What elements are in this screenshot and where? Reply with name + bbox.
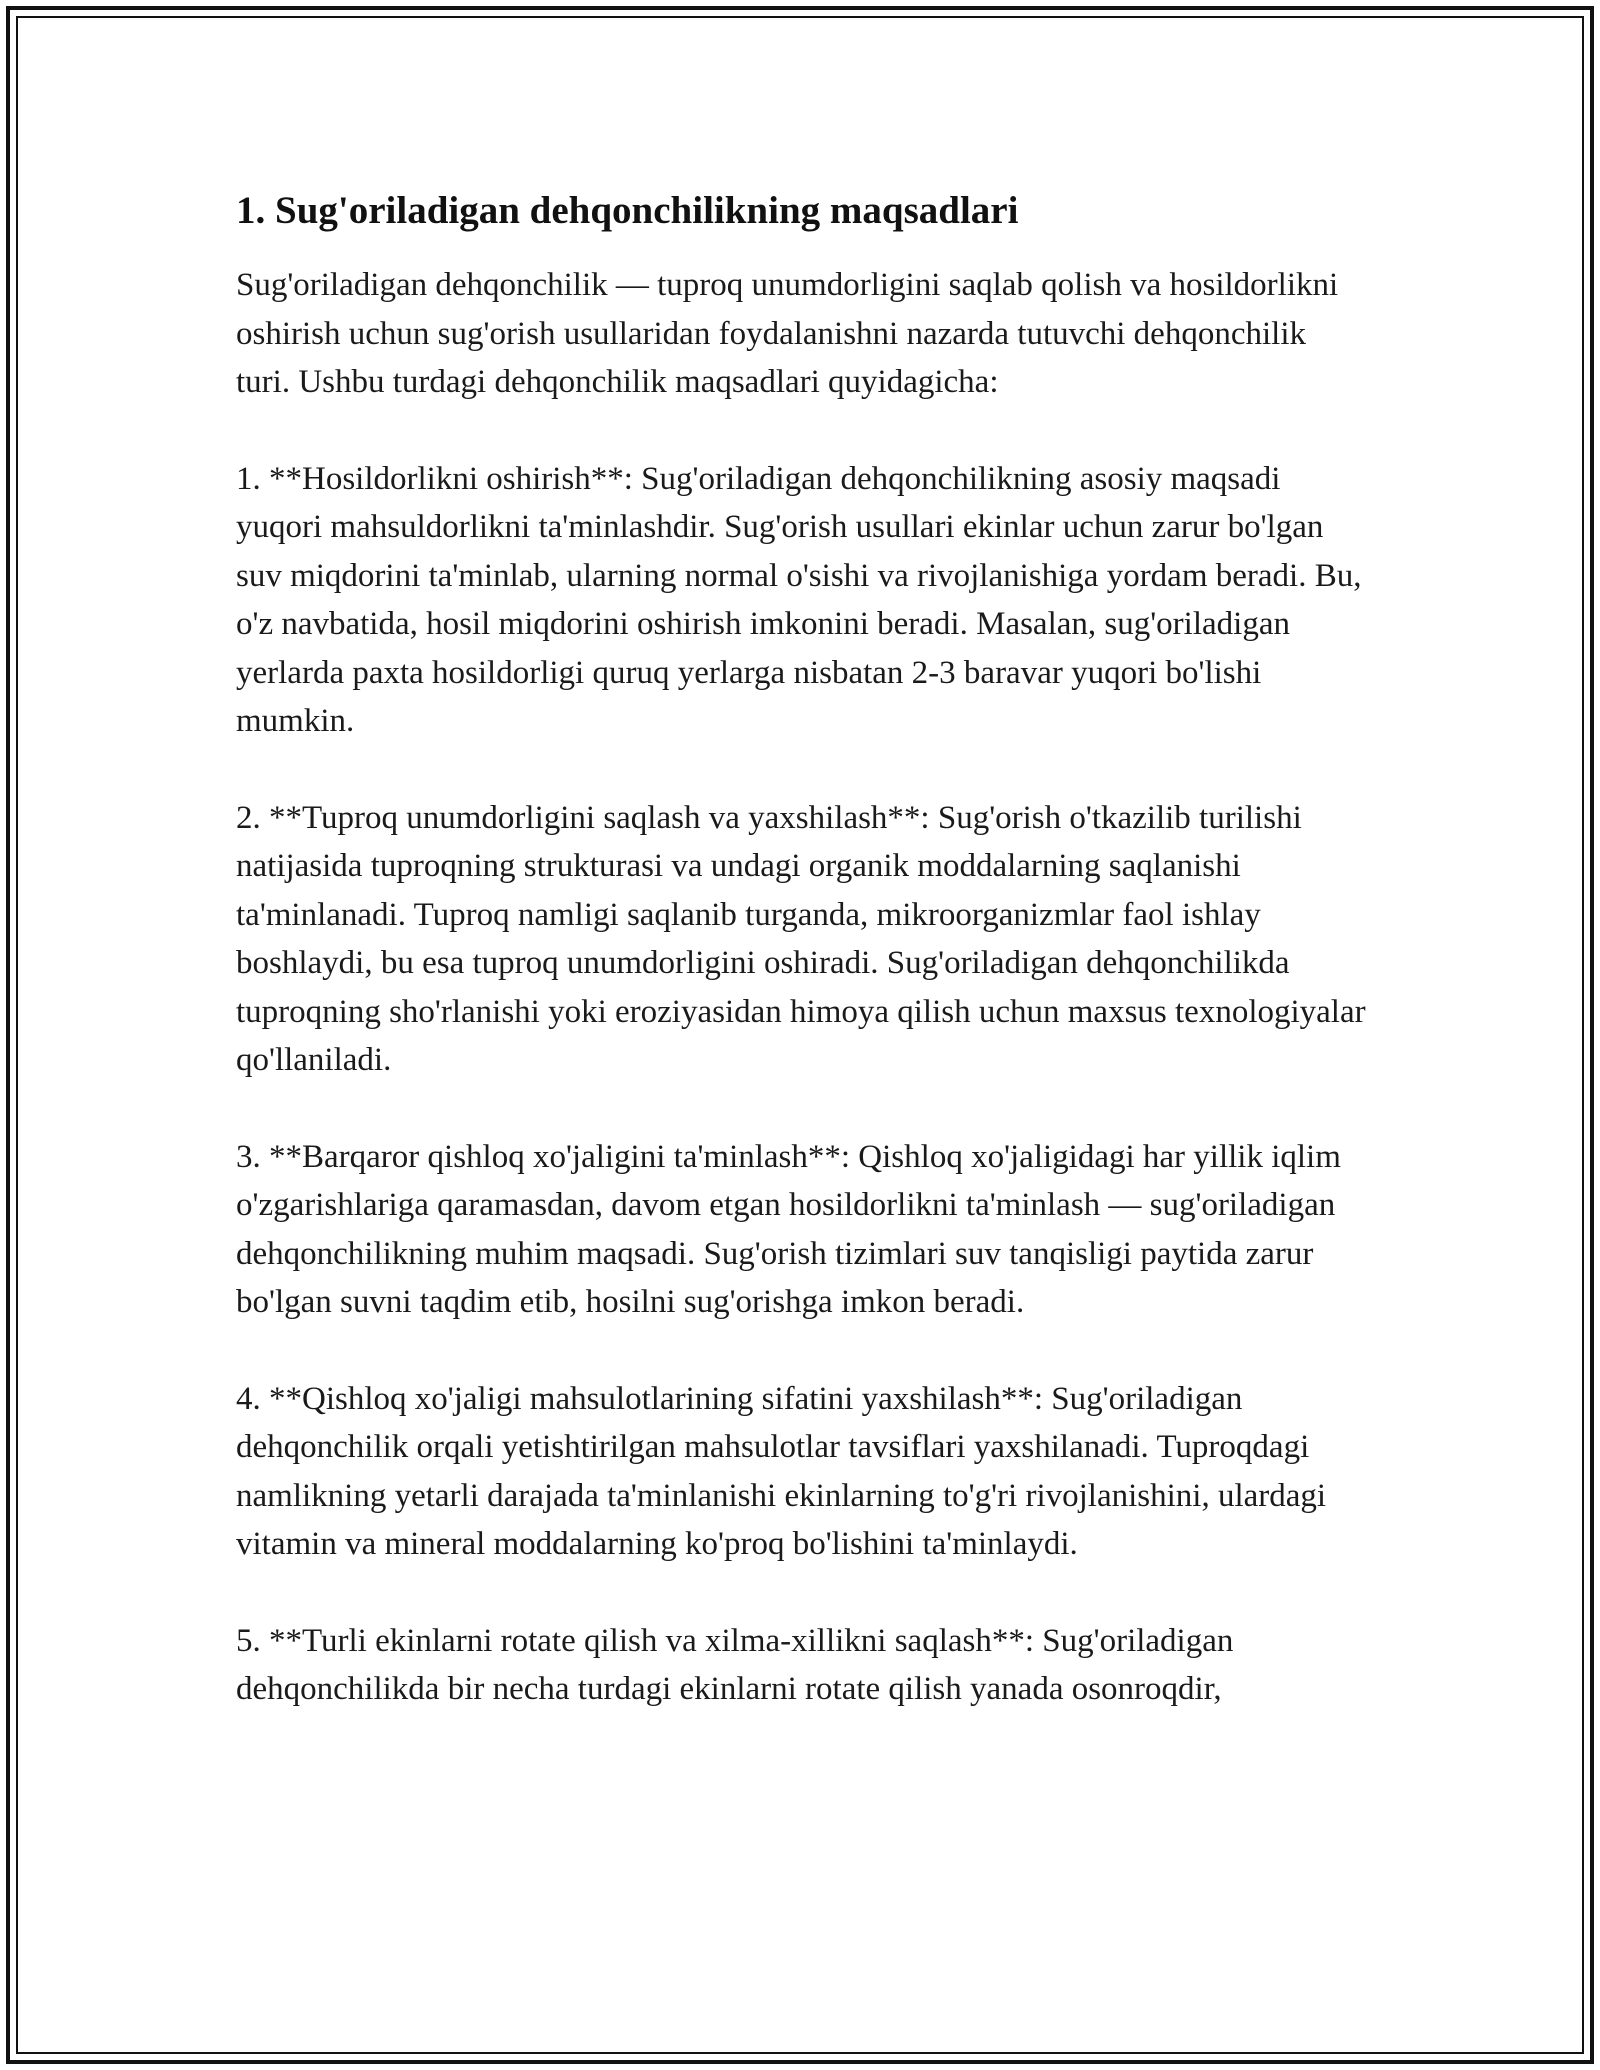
list-item-1: 1. **Hosildorlikni oshirish**: Sug'oriladigan dehqonchilikning asosiy maqsadi yuqori mahsuldorlikni ta'minlashdir. Sug'orish usullari ekinlar uchun zarur bo'lgan suv miqdorini ta'minlab, ularning normal o'sishi va rivojlanishiga yordam beradi. Bu, o'z navbatida, hosil miqdorini oshirish imkonini beradi. Masalan, sug'oriladigan yerlarda paxta hosildorligi quruq yerlarga nisbatan 2-3 baravar yuqori bo'lishi mumkin. — [236, 460, 1362, 739]
document-title: 1. Sug'oriladigan dehqonchilikning maqsadlari — [236, 189, 1019, 232]
list-item-3: 3. **Barqaror qishloq xo'jaligini ta'minlash**: Qishloq xo'jaligidagi har yillik iqlim o'zgarishlariga qaramasdan, davom etgan hosildorlikni ta'minlash — sug'oriladigan dehqonchilikning muhim maqsadi. Sug'orish tizimlari suv tanqisligi paytida zarur bo'lgan suvni taqdim etib, hosilni sug'orishga imkon beradi. — [236, 1138, 1341, 1320]
list-item-4: 4. **Qishloq xo'jaligi mahsulotlarining sifatini yaxshilash**: Sug'oriladigan dehqonchilik orqali yetishtirilgan mahsulotlar tavsiflari yaxshilanadi. Tuproqdagi namlikning yetarli darajada ta'minlanishi ekinlarning to'g'ri rivojlanishini, ulardagi vitamin va mineral moddalarning ko'proq bo'lishini ta'minlaydi. — [236, 1380, 1327, 1562]
list-item-5: 5. **Turli ekinlarni rotate qilish va xilma-xillikni saqlash**: Sug'oriladigan dehqonchilikda bir necha turdagi ekinlarni rotate qilish yanada osonroqdir, — [236, 1622, 1234, 1707]
intro-paragraph: Sug'oriladigan dehqonchilik — tuproq unumdorligini saqlab qolish va hosildorlikni oshirish uchun sug'orish usullaridan foydalanishni nazarda tutuvchi dehqonchilik turi. Ushbu turdagi dehqonchilik maqsadlari quyidagicha: — [236, 267, 1339, 400]
list-item-2: 2. **Tuproq unumdorligini saqlash va yaxshilash**: Sug'orish o'tkazilib turilishi natijasida tuproqning strukturasi va undagi organik moddalarning saqlanishi ta'minlanadi. Tuproq namligi saqlanib turganda, mikroorganizmlar faol ishlay boshlaydi, bu esa tuproq unumdorligini oshiradi. Sug'oriladigan dehqonchilikda tuproqning sho'rlanishi yoki eroziyasidan himoya qilish uchun maxsus texnologiyalar qo'llaniladi. — [236, 799, 1366, 1078]
document-body — [236, 185, 1366, 1762]
